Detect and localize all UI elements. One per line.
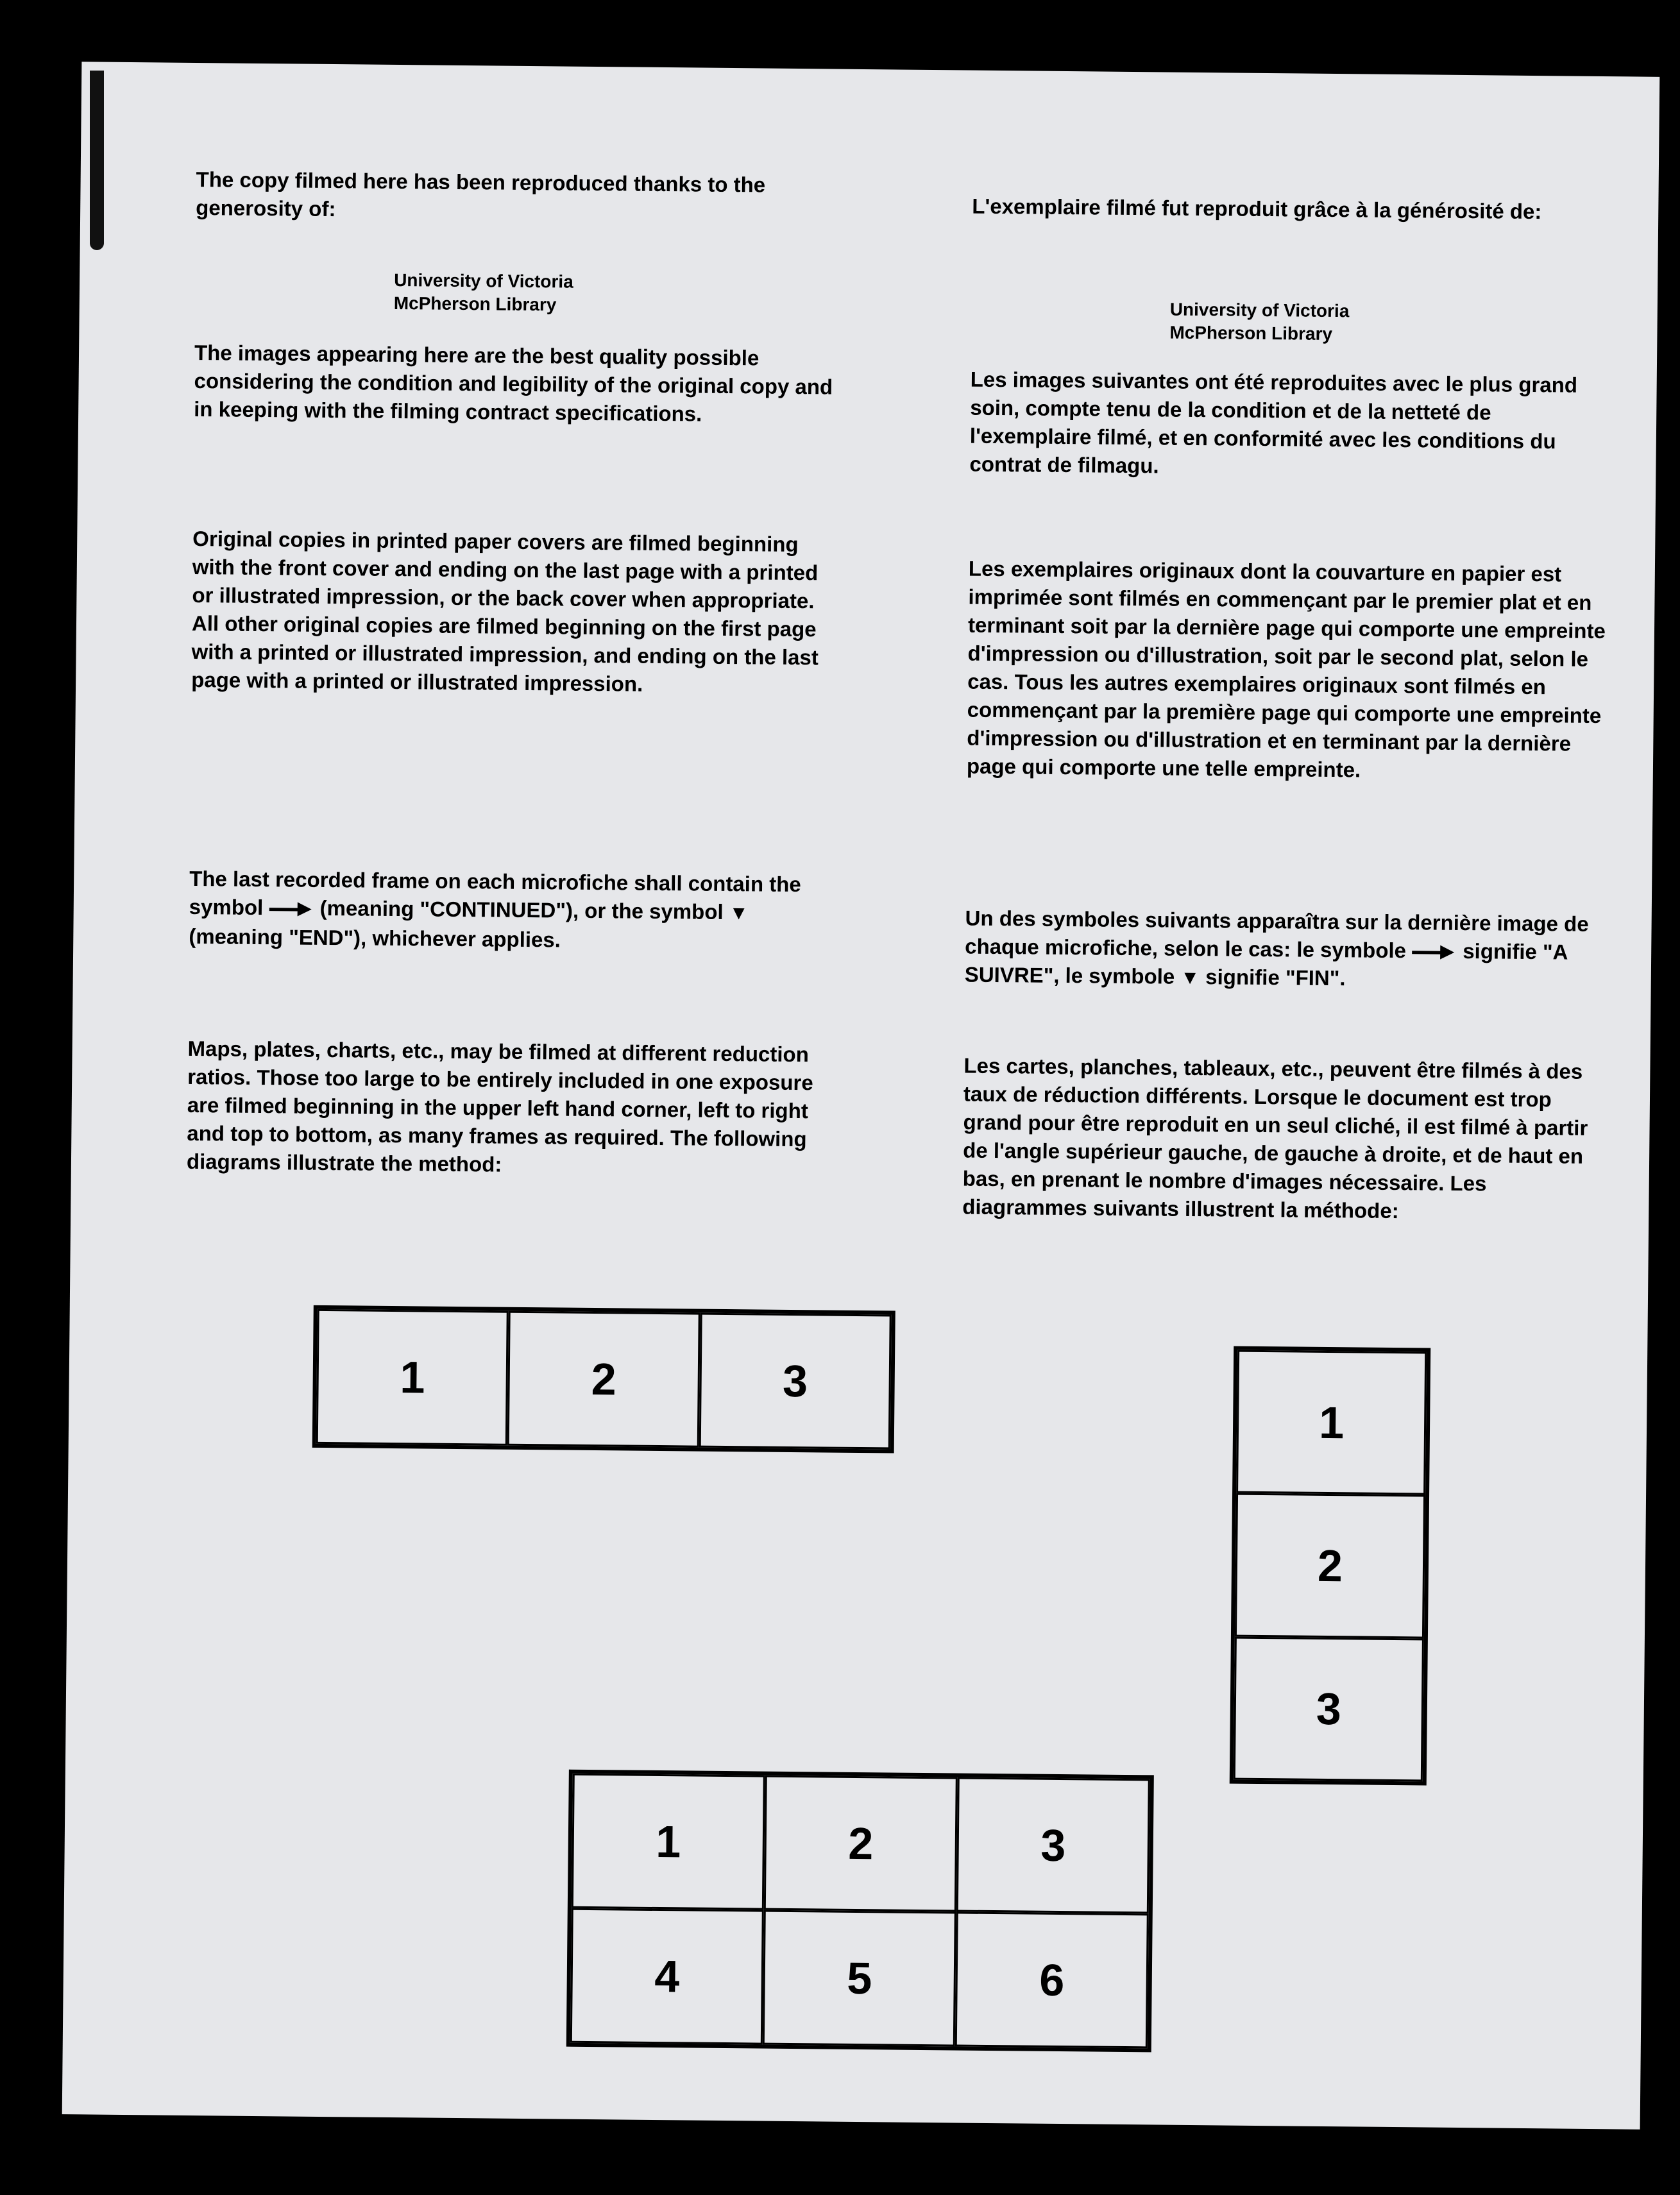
french-covers (967, 555, 1610, 787)
horizontal-strip-diagram (312, 1305, 895, 1453)
english-symbols-text (189, 865, 831, 957)
vertical-strip-diagram (1230, 1346, 1431, 1786)
french-maps (962, 1052, 1605, 1228)
diagram-frame-2: 2 (507, 1311, 700, 1448)
end-triangle-icon: ▼ (729, 903, 749, 924)
fin-triangle-icon: ▼ (1180, 967, 1200, 989)
english-maps (187, 1035, 829, 1182)
english-intro-text: The copy filmed here has been reproduced thanks to the generosity of: (196, 167, 766, 221)
french-quality-text: Les images suivantes ont été reproduites avec le plus grand soin, compte tenu de la condition et de la netteté de l'exemplaire filmé, et en conformité avec les conditions du contrat de filmagu. (969, 367, 1578, 478)
french-symbols (965, 904, 1607, 997)
english-library-branch: McPherson Library (393, 292, 557, 315)
film-edge-mark (90, 71, 104, 250)
french-symbols-text (965, 904, 1607, 997)
french-maps-text: Les cartes, planches, tableaux, etc., peuvent être filmés à des taux de réduction différents. Lorsque le document est trop grand pour être reproduit en un seul cliché, il est filmé à partir de l'angle supérieur gauche, de gauche à droite, et de haut en bas, en prenant le nombre d'images nécessaire. Les diagrammes suivants illustrent la méthode: (962, 1053, 1588, 1223)
english-quality (194, 339, 836, 430)
english-quality-text: The images appearing here are the best quality possible considering the condition and legibility of the original copy and in keeping with the filming contract specifications. (194, 340, 833, 426)
french-library-name: University of Victoria (1169, 299, 1350, 321)
diagram-frame-4: 4 (570, 1908, 764, 2045)
continued-arrow-icon (269, 900, 314, 919)
english-covers-text: Original copies in printed paper covers are filmed beginning with the front cover and ending on the last page with a printed or illustrated impression, or the back cover when appropriate. All other original copies are filmed beginning on the first page with a printed or illustrated impression, and ending on the last page with a printed or illustrated impression. (191, 526, 819, 696)
french-library (1169, 298, 1349, 346)
diagram-frame-6: 6 (955, 1911, 1149, 2048)
two-by-three-grid-diagram (566, 1770, 1154, 2053)
english-library-name: University of Victoria (394, 269, 573, 292)
english-symbols-part2: (meaning "CONTINUED"), or the symbol (319, 895, 724, 924)
english-maps-text: Maps, plates, charts, etc., may be filmed at different reduction ratios. Those too large to be entirely included in one exposure are filmed beginning in the upper left hand corner, left to right and top to bottom, as many frames as required. The following diagrams illustrate the method: (186, 1036, 813, 1176)
diagram-frame-1: 1 (1236, 1350, 1427, 1495)
french-symbols-part2: signifie "A SUIVRE", le symbole (964, 938, 1568, 988)
french-library-branch: McPherson Library (1169, 322, 1333, 344)
french-quality (969, 366, 1612, 485)
diagram-frame-3: 3 (699, 1313, 891, 1450)
diagram-frame-3: 3 (956, 1777, 1150, 1913)
microfilm-page (62, 62, 1660, 2129)
french-intro-text: L'exemplaire filmé fut reproduit grâce à la générosité de: (972, 194, 1542, 224)
french-symbols-part1: Un des symboles suivants apparaîtra sur la dernière image de chaque microfiche, selon le cas: le symbole (965, 906, 1589, 963)
diagram-frame-3: 3 (1234, 1636, 1424, 1781)
diagram-frame-2: 2 (764, 1775, 958, 1912)
diagram-frame-2: 2 (1235, 1493, 1425, 1638)
english-covers (191, 525, 834, 700)
english-symbols (189, 865, 831, 957)
english-library (394, 269, 573, 317)
english-symbols-part3: (meaning "END"), whichever applies. (189, 924, 561, 952)
a-suivre-arrow-icon (1412, 944, 1457, 962)
english-symbols-part1: The last recorded frame on each microfiche shall contain the symbol (189, 866, 801, 920)
french-symbols-part3: signifie "FIN". (1205, 965, 1346, 990)
diagram-frame-5: 5 (763, 1910, 956, 2047)
diagram-frame-1: 1 (316, 1309, 509, 1446)
french-covers-text: Les exemplaires originaux dont la couvarture en papier est imprimée sont filmés en commençant par le premier plat et en terminant soit par la dernière page qui comporte une empreinte d'impression ou d'illustration, soit par le second plat, selon le cas. Tous les autres exemplaires originaux sont filmés en commençant par la première page qui comporte une empreinte d'impression ou d'illustration et en terminant par la dernière page qui comporte une telle empreinte. (966, 556, 1606, 782)
diagram-frame-1: 1 (572, 1774, 765, 1910)
french-intro (972, 192, 1613, 227)
english-intro (196, 165, 838, 228)
